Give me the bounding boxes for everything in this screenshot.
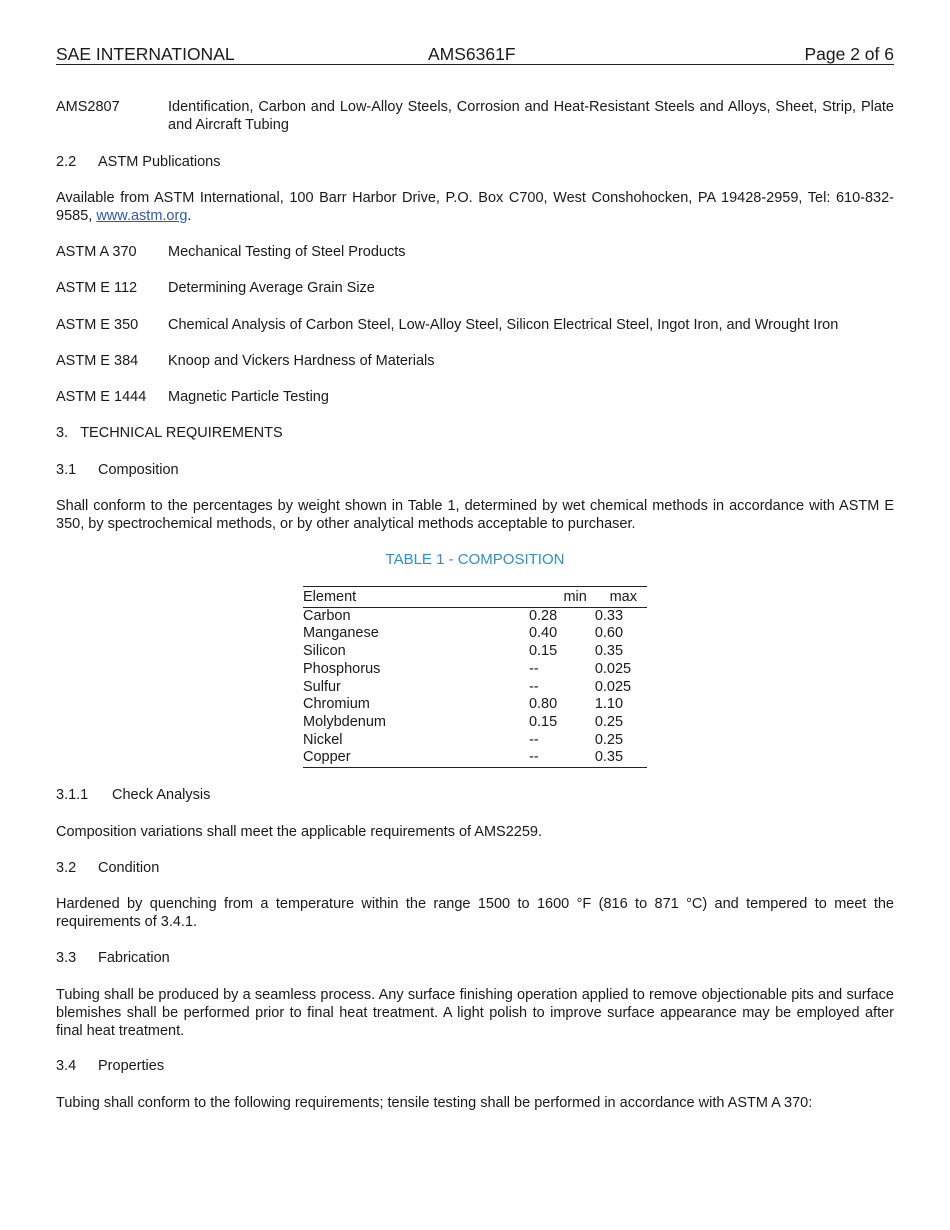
table-row: [303, 696, 647, 714]
table-row: [303, 661, 647, 679]
cell-min: --: [528, 678, 539, 695]
composition-table: [303, 586, 647, 768]
section-3-4-heading: [56, 1057, 894, 1075]
astm-website-link[interactable]: www.astm.org: [96, 208, 188, 224]
composition-paragraph: Shall conform to the percentages by weight shown in Table 1, determined by wet chemical methods in accordance with ASTM E 350, by spectrochemical methods, or by other analytical methods acceptable to purchaser.: [56, 498, 894, 532]
section-title: ASTM Publications: [98, 154, 221, 170]
cell-min: 0.40: [528, 625, 558, 642]
cell-element: Chromium: [303, 696, 370, 713]
section-number: 3.3: [56, 950, 77, 966]
section-title: Check Analysis: [112, 787, 211, 803]
page-header: [56, 44, 894, 65]
cell-max: 0.25: [594, 713, 624, 730]
table-caption: TABLE 1 - COMPOSITION: [385, 551, 565, 568]
cell-max: 0.025: [594, 660, 632, 677]
ref-code: ASTM E 1444: [56, 389, 147, 405]
cell-element: Carbon: [303, 607, 351, 624]
ref-code: ASTM A 370: [56, 244, 137, 260]
section-3-heading: [56, 424, 894, 442]
cell-min: --: [511, 749, 595, 767]
section-title: Composition: [98, 462, 179, 478]
column-header-element: Element: [303, 587, 511, 608]
ref-code: ASTM E 350: [56, 317, 139, 333]
section-3-1-heading: [56, 461, 894, 479]
ref-code: ASTM E 384: [56, 353, 139, 369]
ref-code: AMS2807: [56, 99, 120, 115]
ref-title: Chemical Analysis of Carbon Steel, Low-Alloy Steel, Silicon Electrical Steel, Ingot Iron, and Wrought Iron: [168, 317, 839, 333]
table-row: [303, 607, 647, 625]
cell-element: Manganese: [303, 625, 379, 642]
ref-astm-e1444: [56, 388, 894, 406]
header-org: SAE INTERNATIONAL: [56, 44, 235, 64]
ref-astm-a370: [56, 243, 894, 261]
cell-element: Nickel: [303, 731, 343, 748]
section-3-3-heading: [56, 949, 894, 967]
table-row: [303, 749, 647, 767]
table-header-row: [303, 587, 647, 608]
table-row: [303, 625, 647, 643]
section-number: 3.: [56, 425, 69, 441]
cell-max: 0.60: [594, 625, 624, 642]
section-2-2-heading: [56, 153, 894, 171]
cell-min: 0.80: [528, 696, 558, 713]
section-number: 3.2: [56, 860, 77, 876]
section-title: Fabrication: [98, 950, 170, 966]
cell-max: 0.33: [594, 607, 624, 624]
ref-title: Identification, Carbon and Low-Alloy Steels, Corrosion and Heat-Resistant Steels and Alloys, Sheet, Strip, Plate and Aircraft Tubing: [168, 99, 894, 133]
section-number: 3.4: [56, 1058, 77, 1074]
cell-max: 0.25: [594, 731, 624, 748]
astm-intro-paragraph: [56, 189, 894, 225]
cell-element: Silicon: [303, 643, 346, 660]
column-header-max: max: [595, 587, 647, 608]
cell-element: Phosphorus: [303, 660, 381, 677]
header-page-number: Page 2 of 6: [804, 44, 894, 64]
check-analysis-paragraph: Composition variations shall meet the applicable requirements of AMS2259.: [56, 824, 543, 840]
ref-title: Mechanical Testing of Steel Products: [168, 244, 406, 260]
table-row: [303, 732, 647, 750]
table-row: [303, 679, 647, 697]
cell-min: 0.28: [528, 607, 558, 624]
ref-astm-e384: [56, 352, 894, 370]
cell-element: Copper: [303, 749, 511, 767]
section-3-1-1-heading: [56, 786, 894, 804]
cell-element: Sulfur: [303, 678, 341, 695]
cell-max: 0.35: [595, 749, 647, 767]
cell-min: 0.15: [528, 643, 558, 660]
cell-min: 0.15: [528, 713, 558, 730]
table-row: [303, 714, 647, 732]
section-3-2-heading: [56, 859, 894, 877]
ref-title: Determining Average Grain Size: [168, 280, 375, 296]
column-header-min: min: [511, 587, 595, 608]
section-number: 3.1: [56, 462, 77, 478]
section-title: TECHNICAL REQUIREMENTS: [80, 425, 283, 441]
table-row: [303, 643, 647, 661]
cell-min: --: [528, 731, 539, 748]
astm-intro-text: Available from ASTM International, 100 Barr Harbor Drive, P.O. Box C700, West Conshohocken, PA 19428-2959, Tel: 610-832-9585,: [56, 190, 894, 224]
cell-max: 0.025: [594, 678, 632, 695]
section-number: 3.1.1: [56, 787, 89, 803]
ref-ams2807: [56, 98, 894, 134]
ref-title: Knoop and Vickers Hardness of Materials: [168, 353, 435, 369]
ref-code: ASTM E 112: [56, 280, 138, 296]
condition-paragraph: Hardened by quenching from a temperature within the range 1500 to 1600 °F (816 to 871 °C) and tempered to meet the requirements of 3.4.1.: [56, 896, 894, 930]
properties-paragraph: Tubing shall conform to the following requirements; tensile testing shall be performed in accordance with ASTM A 370:: [56, 1095, 813, 1111]
ref-title: Magnetic Particle Testing: [168, 389, 329, 405]
fabrication-paragraph: Tubing shall be produced by a seamless process. Any surface finishing operation applied to remove objectionable pits and surface blemishes shall be performed prior to final heat treatment. A light polish to improve surface appearance may be employed after final heat treatment.: [56, 987, 894, 1039]
section-title: Condition: [98, 860, 160, 876]
cell-max: 0.35: [594, 643, 624, 660]
cell-min: --: [528, 660, 539, 677]
header-doc-number: AMS6361F: [428, 44, 516, 64]
ref-astm-e112: [56, 279, 894, 297]
cell-max: 1.10: [594, 696, 624, 713]
cell-element: Molybdenum: [303, 713, 387, 730]
section-number: 2.2: [56, 154, 77, 170]
astm-intro-end: .: [187, 208, 192, 224]
ref-astm-e350: [56, 316, 894, 334]
section-title: Properties: [98, 1058, 165, 1074]
